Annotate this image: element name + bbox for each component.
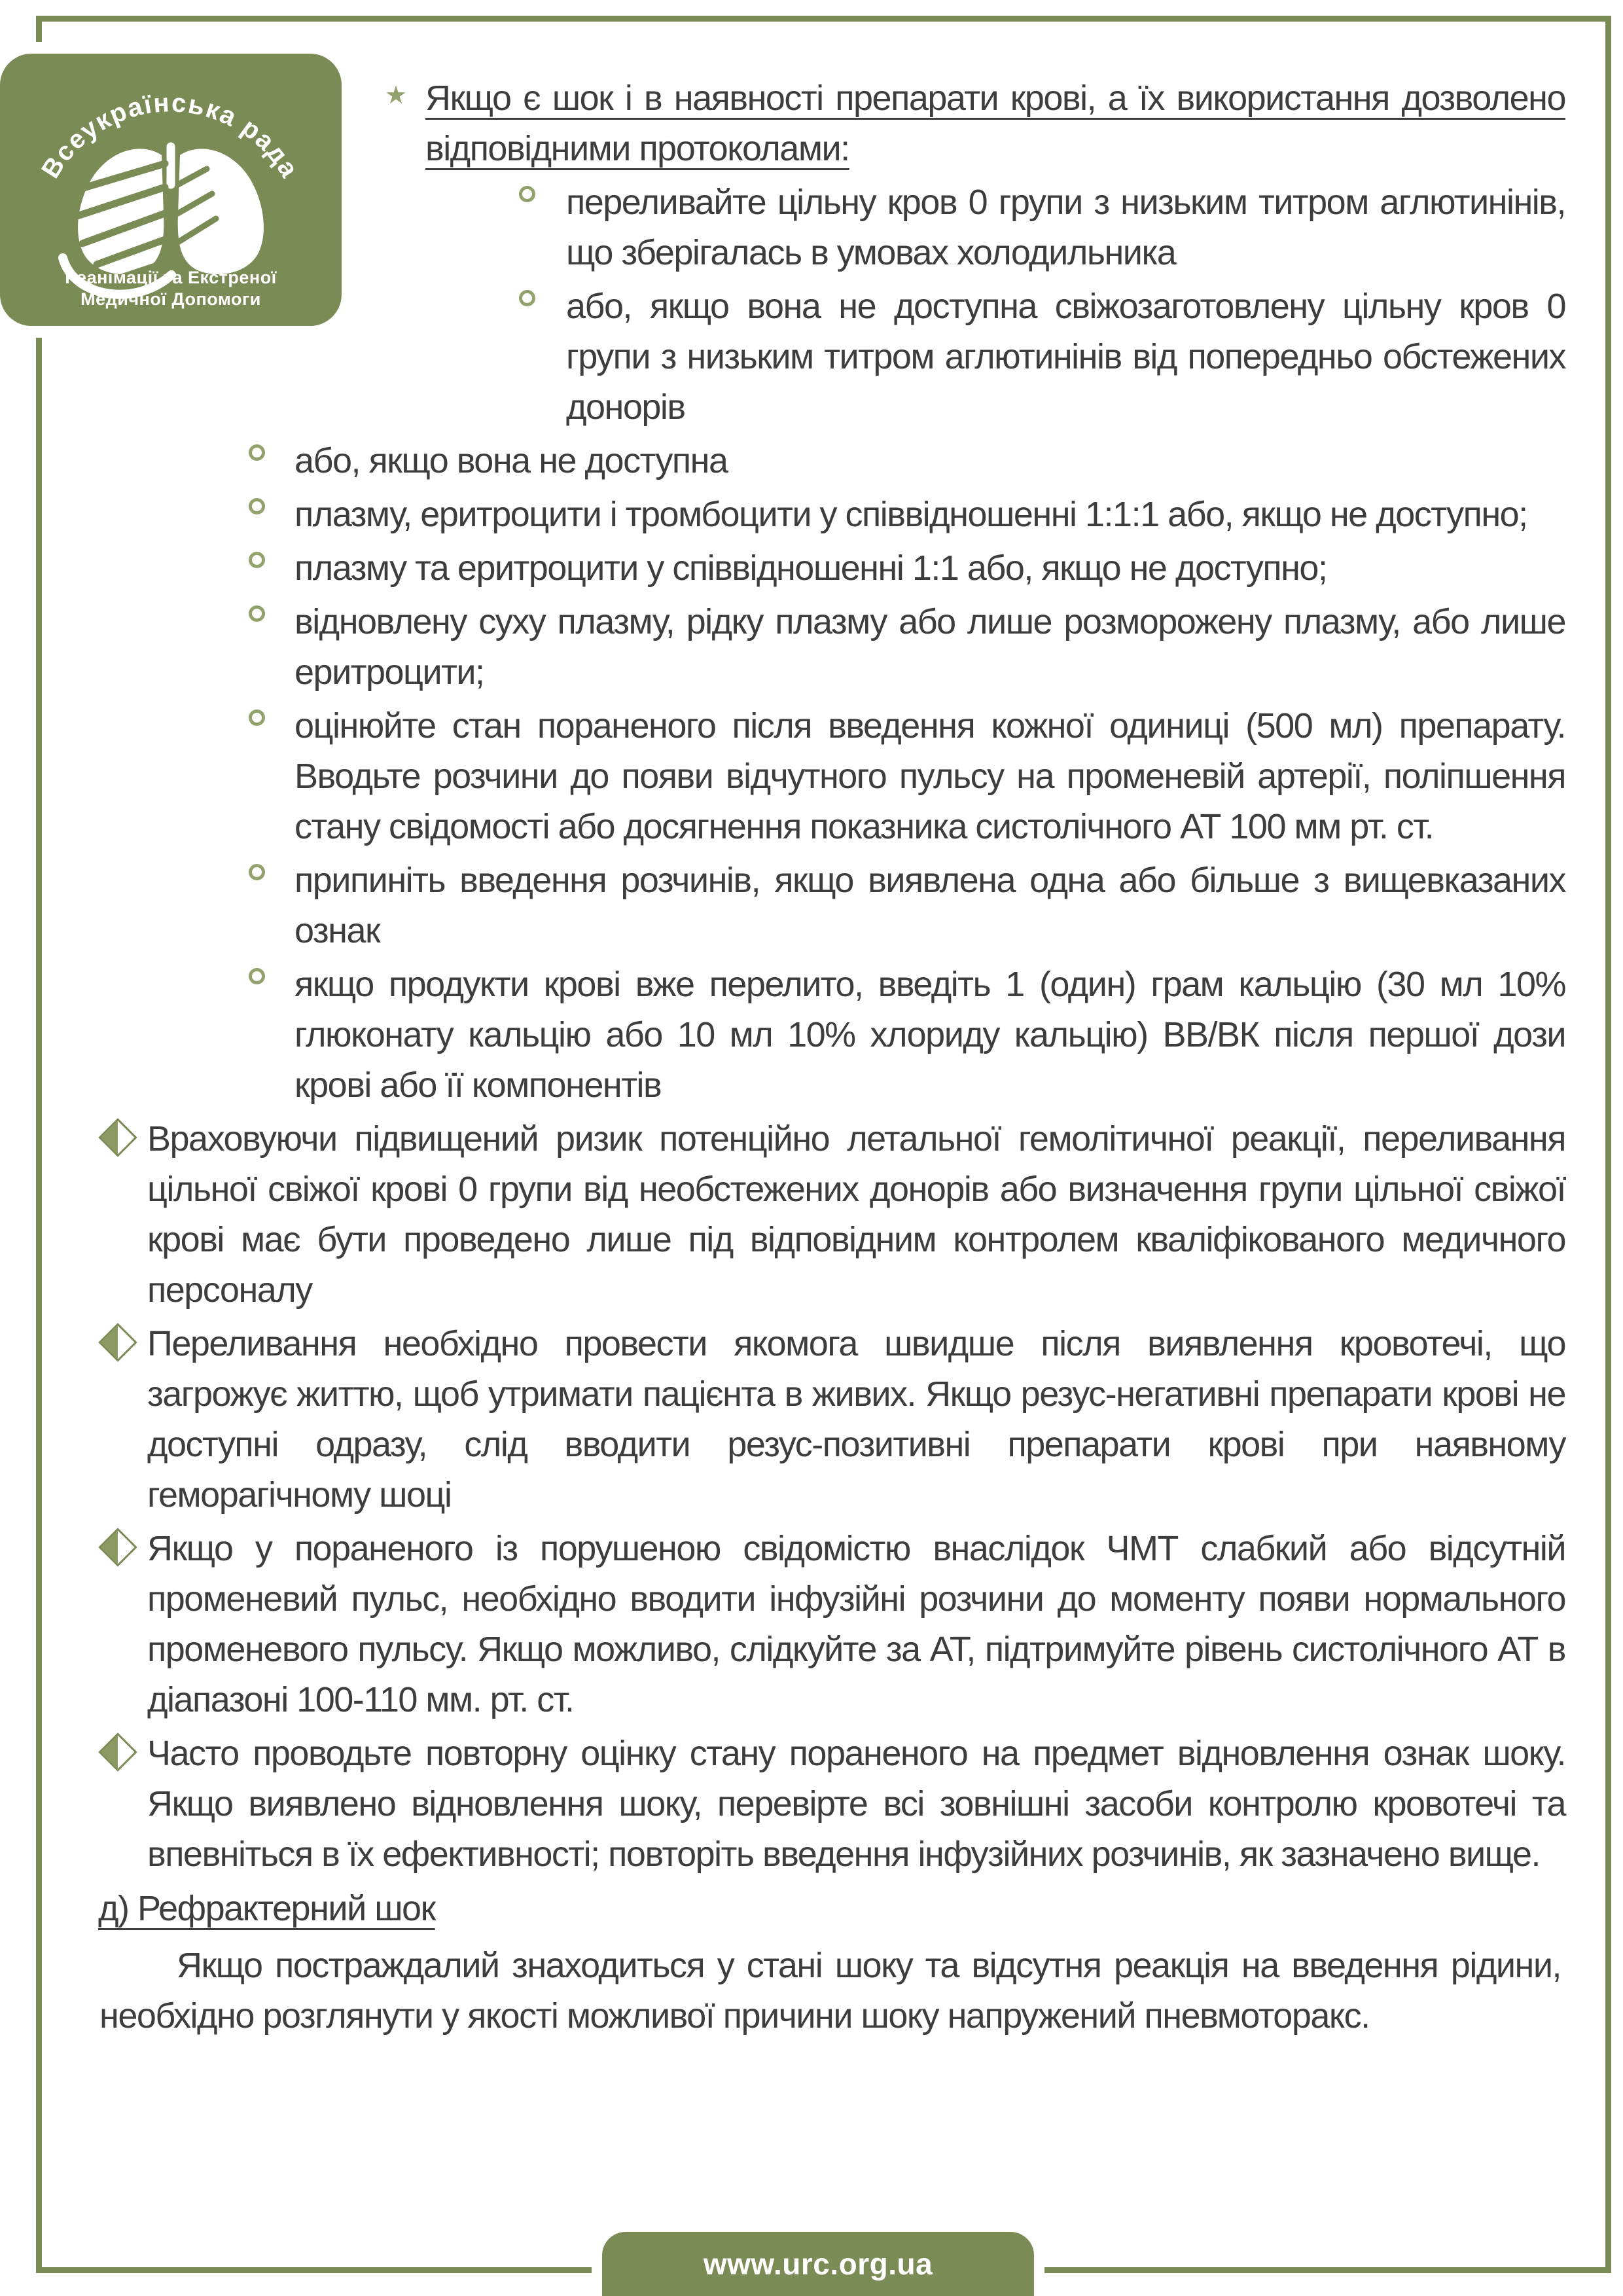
list-item [294,855,1565,956]
diamond-bullet-icon [98,1118,137,1157]
list-item [147,1319,1565,1520]
list-item-text: припиніть введення розчинів, якщо виявлена одна або більше з вищевказаних ознак [294,861,1565,950]
footer-bar [602,2232,1034,2296]
list-item-text: або, якщо вона не доступна [294,441,728,480]
list-item [294,960,1565,1111]
list-item-text: або, якщо вона не доступна свіжозаготовлену цільну кров 0 групи з низьким титром аглютинінів від попередньо обстежених донорів [566,287,1565,427]
circle-bullet-icon [249,605,265,622]
section-heading: д) Рефрактерний шок [98,1889,435,1928]
list-item [147,1114,1565,1316]
logo-subtitle-line1: Реанімації та Екстреної [65,268,277,287]
org-logo [0,54,342,326]
diamond-bullet-icon [98,1323,137,1361]
list-item-text: Часто проводьте повторну оцінку стану пораненого на предмет відновлення ознак шоку. Якщо виявлено відновлення шоку, перевірте всі зовнішні засоби контролю кровотечі та впевніться в їх ефективності; повторіть введення інфузійних розчинів, як зазначено вище. [147,1734,1565,1874]
circle-bullet-icon [519,186,535,202]
circle-bullet-icon [249,864,265,880]
list-item-text: Враховуючи підвищений ризик потенційно летальної гемолітичної реакції, переливання цільної свіжої крові 0 групи від необстежених донорів або визначення групи цільної свіжої крові має бути проведено лише під відповідним контролем кваліфікованого медичного персоналу [147,1119,1565,1310]
list-item [147,1729,1565,1880]
list-item [566,281,1565,433]
list-item [294,490,1565,540]
list-item-text: оцінюйте стан пораненого після введення кожної одиниці (500 мл) препарату. Вводьте розчини до появи відчутного пульсу на променевій артерії, поліпшення стану свідомості або досягнення показника систолічного АТ 100 мм рт. ст. [294,706,1565,846]
circle-bullet-icon [519,290,535,306]
list-item-text: Переливання необхідно провести якомога швидше після виявлення кровотечі, що загрожує життю, щоб утримати пацієнта в живих. Якщо резус-негативні препарати крові не доступні одразу, слід вводити резус-позитивні препарати крові при наявному геморагічному шоці [147,1324,1565,1515]
list-item [294,701,1565,852]
list-item [147,1524,1565,1725]
document-body [0,73,1623,2041]
list-item [294,543,1565,594]
footer-url: www.urc.org.ua [703,2247,933,2281]
list-item-intro [385,73,1565,174]
list-item-text: плазму та еритроцити у співвідношенні 1:1 або, якщо не доступно; [294,548,1327,588]
list-item [294,436,1565,486]
list-item-text: відновлену суху плазму, рідку плазму або лише розморожену плазму, або лише еритроцити; [294,602,1565,692]
list-item-text: переливайте цільну кров 0 групи з низьким титром аглютинінів, що зберігалась в умовах холодильника [566,183,1565,272]
list-item-text: плазму, еритроцити і тромбоцити у співвідношенні 1:1:1 або, якщо не доступно; [294,495,1527,534]
star-bullet-icon: ★ [385,82,408,109]
list-item-text: якщо продукти крові вже перелито, введіть 1 (один) грам кальцію (30 мл 10% глюконату кальцію або 10 мл 10% хлориду кальцію) ВВ/ВК після першої дози крові або її компонентів [294,965,1565,1105]
logo-subtitle [0,267,342,310]
diamond-bullet-icon [98,1732,137,1771]
list-item [294,597,1565,698]
list-item [566,177,1565,278]
diamond-bullet-icon [98,1528,137,1566]
logo-arc-text: Всеукраїнська рада [36,88,304,184]
circle-bullet-icon [249,552,265,568]
circle-bullet-icon [249,498,265,514]
circle-bullet-icon [249,444,265,461]
circle-bullet-icon [249,709,265,726]
list-item-text: Якщо у пораненого із порушеною свідомістю внаслідок ЧМТ слабкий або відсутній променевий пульс, необхідно вводити інфузійні розчини до моменту появи нормального променевого пульсу. Якщо можливо, слідкуйте за АТ, підтримуйте рівень систолічного АТ в діапазоні 100-110 мм. рт. ст. [147,1529,1565,1719]
closing-paragraph: Якщо постраждалий знаходиться у стані шоку та відсутня реакція на введення рідини, необхідно розглянути у якості можливої причини шоку напружений пневмоторакс. [99,1946,1561,2036]
logo-subtitle-line2: Медичної Допомоги [80,289,261,309]
list-item-text: Якщо є шок і в наявності препарати крові, а їх використання дозволено відповідними протоколами: [425,79,1565,168]
circle-bullet-icon [249,968,265,984]
